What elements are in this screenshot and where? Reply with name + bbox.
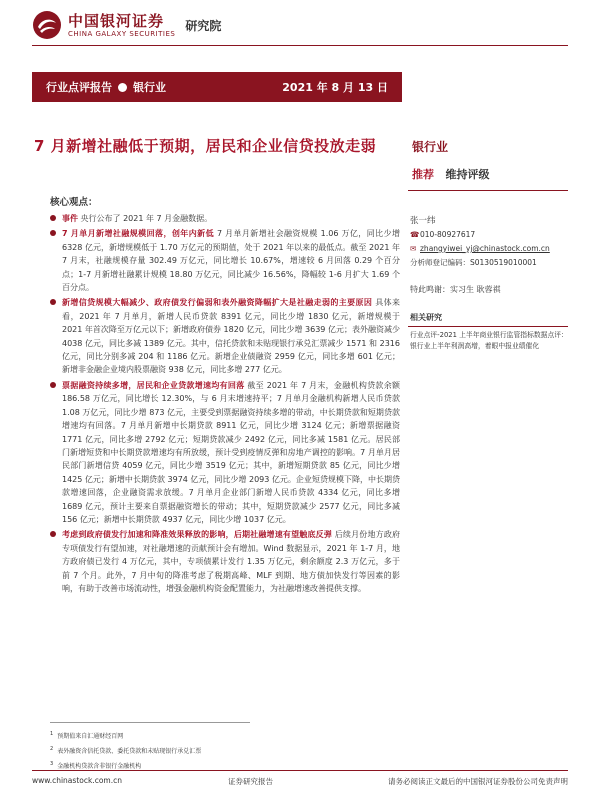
footer-divider — [32, 770, 568, 771]
analyst-email[interactable]: zhangyiwei_yj@chinastock.com.cn — [420, 244, 550, 253]
core-views-list — [50, 212, 400, 597]
report-banner — [32, 72, 402, 102]
report-date: 2021 年 8 月 13 日 — [282, 81, 388, 94]
galaxy-logo-icon — [32, 10, 62, 40]
institute-label: 研究院 — [185, 18, 222, 33]
list-item: 7 月单月新增社融规模回落，创年内新低 7 月单月新增社会融资规模 1.06 万亿，同比少增 6328 亿元，新增规模低于 1.70 万亿元的预期值，处于 2021 年以来的最低点。截至 2021 年 7 月末，社融规模存量 302.49 万亿元，同比增长 10.67%，增速较 6 月回落 0.29 个百分点；1-7 月新增社融累计规模 18.80 万亿元，同比减少 16.56%，降幅较 1-6 月扩大 1.69 个百分点。 — [50, 227, 400, 294]
cert-label: 分析师登记编码： — [410, 258, 470, 267]
rating-label: 推荐 — [412, 168, 434, 181]
analyst-info — [410, 214, 570, 270]
footer-disclaimer: 请务必阅读正文最后的中国银河证券股份公司免责声明 — [388, 777, 568, 786]
footnote: $^3$ 金融机构贷款含非银行金融机构 — [50, 761, 142, 770]
report-industry: 银行业 — [133, 81, 166, 94]
list-item: 事件 央行公布了 2021 年 7 月金融数据。 — [50, 212, 400, 225]
core-views-heading: 核心观点： — [50, 197, 98, 208]
footnote-divider — [50, 722, 250, 723]
brand-logo — [32, 8, 221, 42]
banner-dot-icon — [118, 83, 127, 92]
header-divider — [32, 45, 568, 46]
report-title: 7 月新增社融低于预期，居民和企业信贷投放走弱 — [34, 137, 377, 155]
list-item: 票据融资持续多增，居民和企业贷款增速均有回落 截至 2021 年 7 月末，金融机构贷款余额 186.58 万亿元，同比增长 12.30%，与 6 月末增速持平；7 月单月金融机构新增人民币贷款 1.08 万亿元，同比少增 873 亿元，主要受到票据融资持续多增的带动，中长期贷款和短期贷款增速均有回落。7 月单月新增中长期贷款 8911 亿元，同比少增 3124 亿元；新增票据融资 1771 亿元，同比多增 2792 亿元；短期贷款减少 2492 亿元，同比多减 1581 亿元。居民部门新增短贷和中长期贷款增速均有所放缓，预计受到疫情反弹和房地产调控的影响。7 月单月居民部门新增信贷 4059 亿元，同比少增 3519 亿元；其中，新增短期贷款 85 亿元，同比少增 1425 亿元；新增中长期贷款 3974 亿元，同比少增 2093 亿元。企业短贷规模下降，中长期贷款增速回落，企业融资需求放缓。7 月单月企业部门新增人民币贷款 4334 亿元，同比多增 1689 亿元，预计主要来自票据融资增长的带动；其中，短期贷款减少 2577 亿元，同比多减 156 亿元；新增中长期贷款 4937 亿元，同比少增 1037 亿元。 — [50, 379, 400, 526]
related-research-heading: 相关研究 — [410, 313, 442, 322]
sidebar-industry: 银行业 — [412, 140, 449, 154]
footnote: $^1$ 预期值来自汇通财经百网 — [50, 731, 124, 740]
sidebar-divider — [408, 190, 568, 191]
footer-doc-type: 证券研究报告 — [228, 777, 273, 786]
cert-number: S0130519010001 — [470, 258, 537, 267]
rating-action: 维持评级 — [445, 168, 490, 181]
footer-url[interactable]: www.chinastock.com.cn — [32, 776, 122, 785]
email-icon: ✉ — [410, 244, 417, 253]
special-thanks: 特此鸣谢：实习生 耿蓉祺 — [410, 285, 501, 294]
related-divider — [408, 326, 568, 327]
related-research-link[interactable]: 行业点评-2021 上半年商业银行监管指标数据点评：银行业上半年利润高增，着眼中报业绩催化 — [410, 331, 568, 350]
sidebar-rating — [412, 166, 490, 182]
list-item: 考虑到政府债发行加速和降准效果释放的影响，后期社融增速有望触底反弹 后续月份地方政府专项债发行有望加速，对社融增速的贡献预计会有增加。Wind 数据显示，2021 年 1-7 月，地方政府债已发行 4 万亿元，其中，专项债累计发行 1.35 万亿元，剩余额度 2.3 万亿元，多于前 7 个月。此外，7 月中旬的降准考虑了税期高峰、MLF 到期、地方债加快发行等因素的影响，有助于改善市场流动性，增强金融机构资金配置能力，为社融增速改善提供支撑。 — [50, 528, 400, 595]
list-item: 新增信贷规模大幅减少、政府债发行偏弱和表外融资降幅扩大是社融走弱的主要原因 具体来看，2021 年 7 月单月，新增人民币贷款 8391 亿元，同比少增 1830 亿元，新增规模于 2021 年首次降至万亿元以下；新增政府债券 1820 亿元，同比少增 3639 亿元；表外融资减少 4038 亿元，同比多减 1389 亿元。其中，信托贷款和未贴现银行承兑汇票减少 1571 和 2316 亿元，同比分别多减 204 和 1186 亿元。新增企业债融资 2959 亿元，同比多增 601 亿元；新增非金融企业境内股票融资 938 亿元，同比多增 277 亿元。 — [50, 296, 400, 376]
analyst-phone: 010-80927617 — [420, 230, 476, 239]
footnotes — [50, 728, 390, 773]
report-type: 行业点评报告 — [46, 81, 112, 94]
footnote: $^2$ 表外融资含信托贷款、委托贷款和未贴现银行承兑汇票 — [50, 746, 202, 755]
phone-icon: ☎ — [410, 230, 420, 239]
logo-cn: 中国银河证券 — [68, 11, 165, 30]
logo-en: CHINA GALAXY SECURITIES — [68, 29, 176, 38]
analyst-name: 张一纬 — [410, 216, 436, 226]
